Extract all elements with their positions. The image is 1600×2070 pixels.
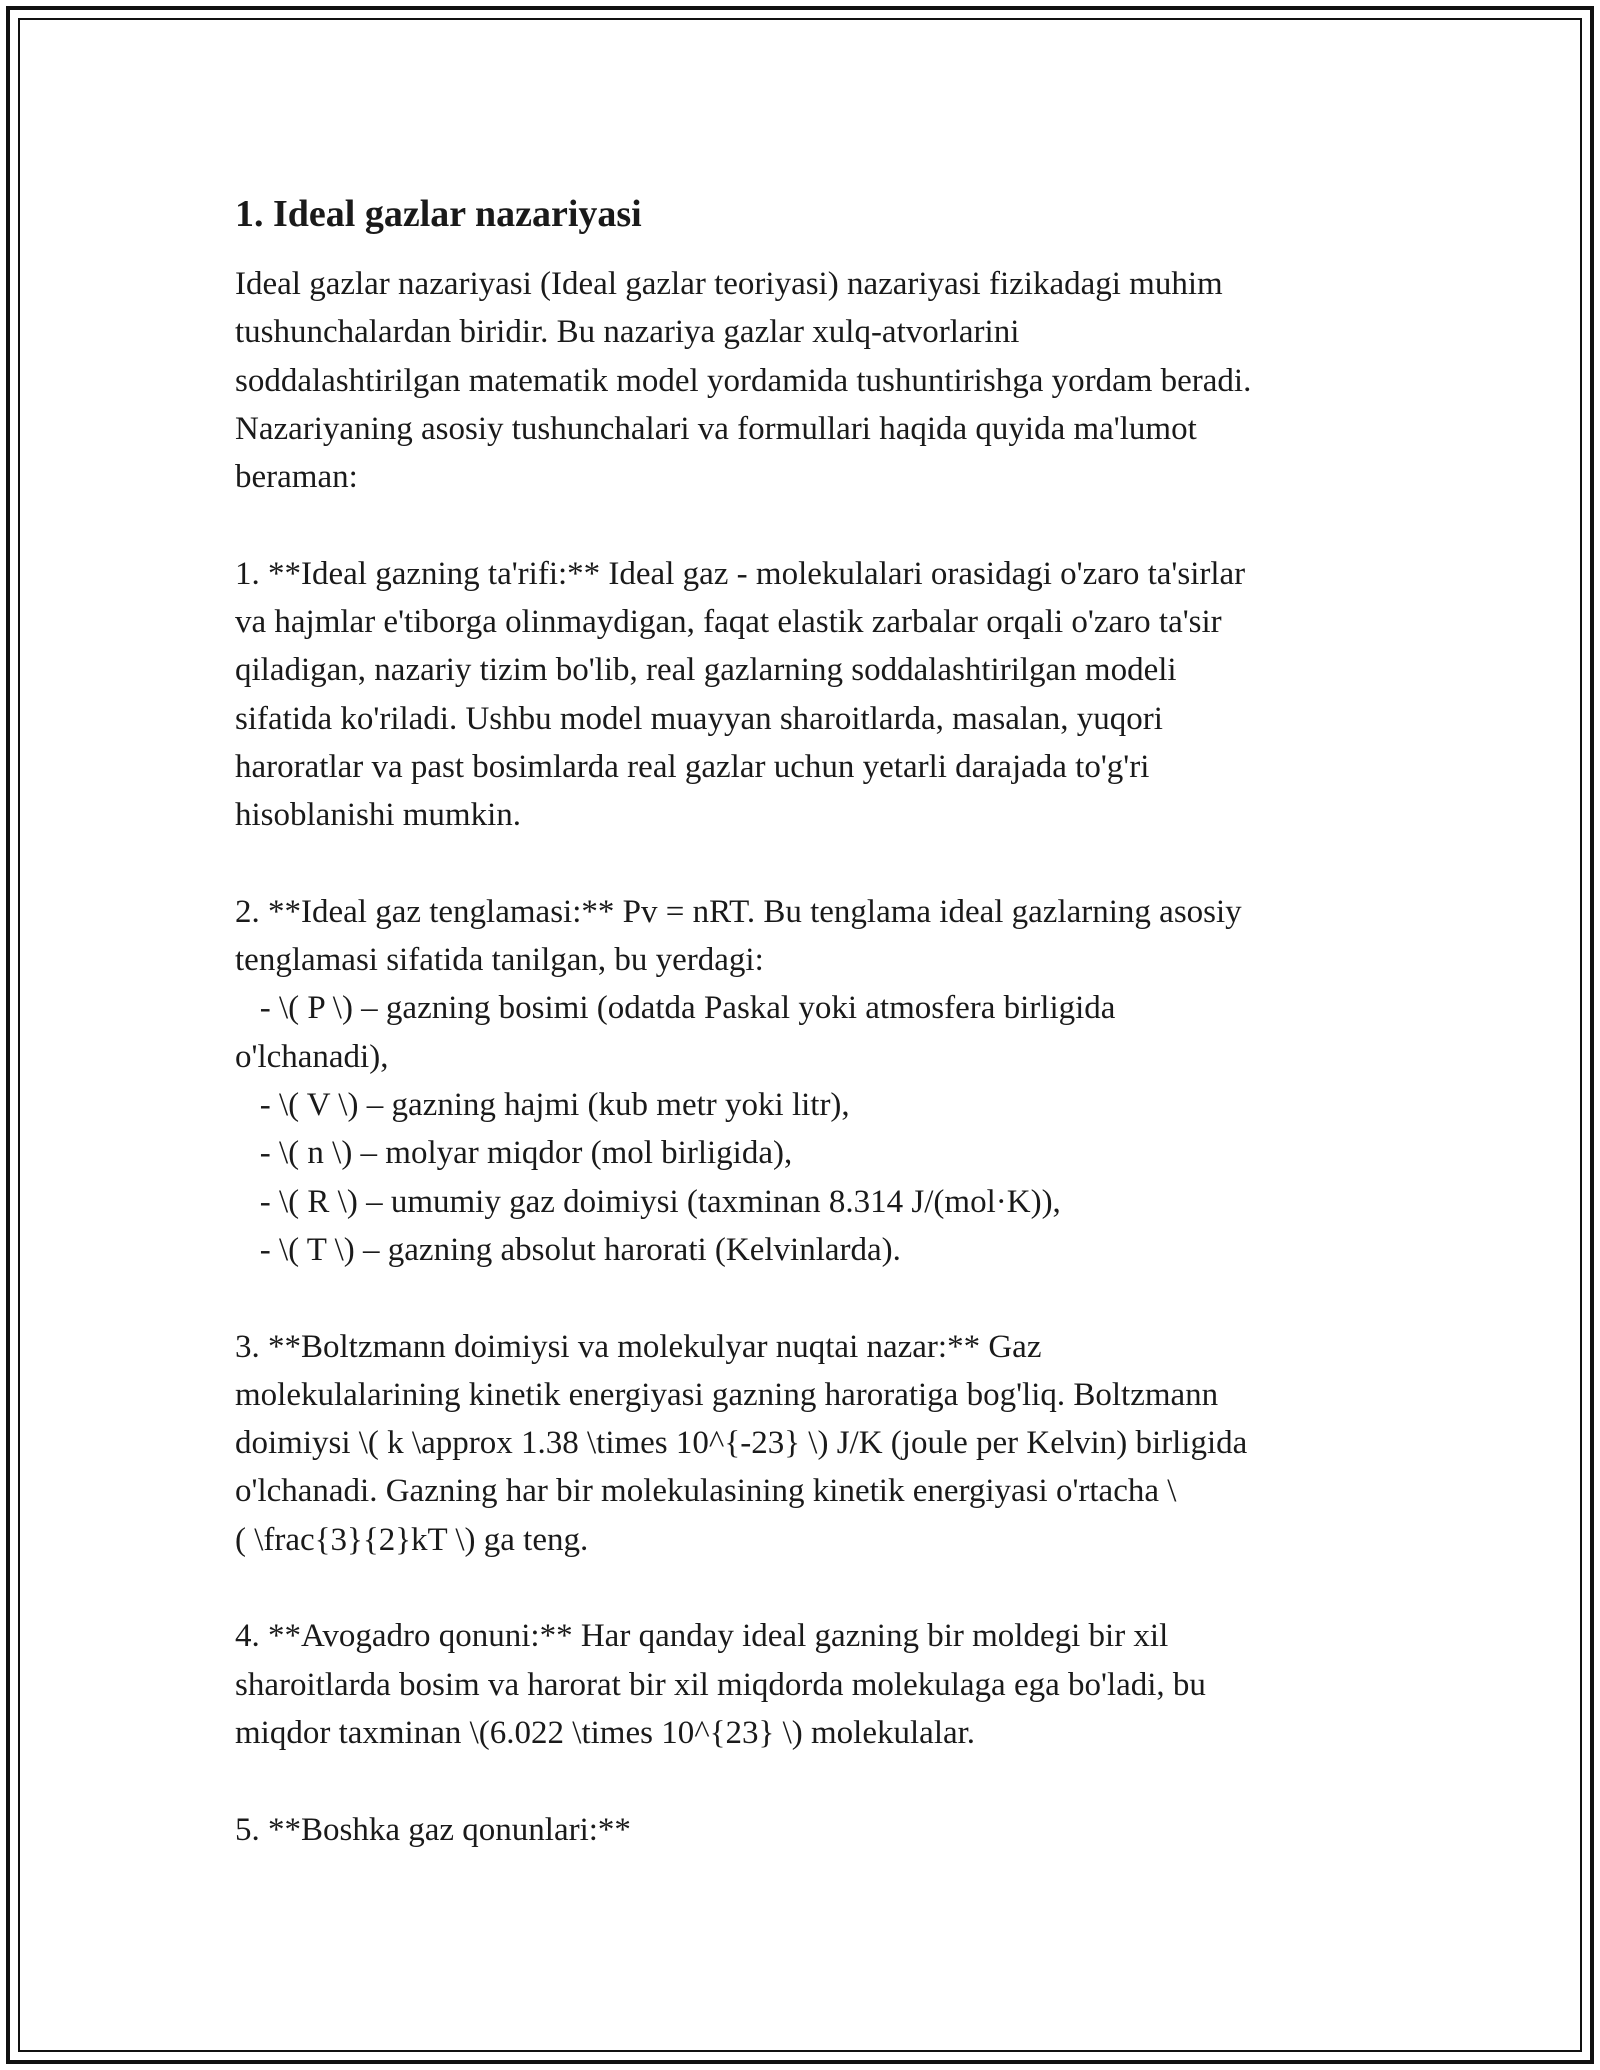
text-line: va hajmlar e'tiborga olinmaydigan, faqat elastik zarbalar orqali o'zaro ta'sir — [235, 604, 1222, 641]
item-2-ideal-gas-equation — [235, 888, 1375, 1274]
text-line: beraman: — [235, 459, 358, 496]
intro-paragraph — [235, 260, 1375, 501]
text-line: 3. **Boltzmann doimiysi va molekulyar nuqtai nazar:** Gaz — [235, 1328, 1042, 1365]
text-line: qiladigan, nazariy tizim bo'lib, real gazlarning soddalashtirilgan modeli — [235, 652, 1177, 689]
text-line: hisoblanishi mumkin. — [235, 797, 522, 834]
text-line: Ideal gazlar nazariyasi (Ideal gazlar teoriyasi) nazariyasi fizikadagi muhim — [235, 266, 1223, 302]
text-line: miqdor taxminan \(6.022 \times 10^{23} \) molekulalar. — [235, 1714, 976, 1751]
section-heading: 1. Ideal gazlar nazariyasi — [235, 193, 642, 235]
item-1-ideal-gas-definition — [235, 550, 1375, 840]
variable-list-item: - \( n \) – molyar miqdor (mol birligida), — [235, 1135, 793, 1172]
text-line: sharoitlarda bosim va harorat bir xil miqdorda molekulaga ega bo'ladi, bu — [235, 1666, 1206, 1703]
text-line: haroratlar va past bosimlarda real gazlar uchun yetarli darajada to'g'ri — [235, 748, 1150, 785]
variable-list-item: - \( P \) – gazning bosimi (odatda Paskal yoki atmosfera birligida — [235, 990, 1116, 1027]
text-line: Nazariyaning asosiy tushunchalari va formullari haqida quyida ma'lumot — [235, 410, 1197, 447]
text-line: molekulalarining kinetik energiyasi gazning haroratiga bog'liq. Boltzmann — [235, 1376, 1219, 1413]
text-line: 2. **Ideal gaz tenglamasi:** Pv = nRT. Bu tenglama ideal gazlarning asosiy — [235, 893, 1242, 930]
text-line: tenglamasi sifatida tanilgan, bu yerdagi: — [235, 942, 764, 979]
text-line: o'lchanadi. Gazning har bir molekulasining kinetik energiyasi o'rtacha \ — [235, 1473, 1177, 1510]
text-line: 1. **Ideal gazning ta'rifi:** Ideal gaz - molekulalari orasidagi o'zaro ta'sirlar — [235, 555, 1246, 592]
text-line: sifatida ko'riladi. Ushbu model muayyan sharoitlarda, masalan, yuqori — [235, 700, 1163, 737]
text-line: tushunchalardan biridir. Bu nazariya gazlar xulq-atvorlarini — [235, 314, 1020, 351]
text-line: o'lchanadi), — [235, 1038, 389, 1075]
text-line: doimiysi \( k \approx 1.38 \times 10^{-23} \) J/K (joule per Kelvin) birligida — [235, 1425, 1248, 1462]
text-line: 5. **Boshka gaz qonunlari:** — [235, 1811, 631, 1848]
variable-list-item: - \( R \) – umumiy gaz doimiysi (taxminan 8.314 J/(mol·K)), — [235, 1183, 1061, 1220]
text-line: 4. **Avogadro qonuni:** Har qanday ideal gazning bir moldegi bir xil — [235, 1618, 1169, 1655]
item-4-avogadro-law — [235, 1612, 1375, 1757]
item-5-other-gas-laws — [235, 1806, 1375, 1854]
variable-list-item: - \( T \) – gazning absolut harorati (Kelvinlarda). — [235, 1231, 901, 1268]
document-body — [235, 190, 1375, 1902]
text-line: soddalashtirilgan matematik model yordamida tushuntirishga yordam beradi. — [235, 362, 1252, 399]
variable-list-item: - \( V \) – gazning hajmi (kub metr yoki litr), — [235, 1087, 850, 1124]
text-line: ( \frac{3}{2}kT \) ga teng. — [235, 1521, 589, 1558]
item-3-boltzmann-constant — [235, 1323, 1375, 1564]
